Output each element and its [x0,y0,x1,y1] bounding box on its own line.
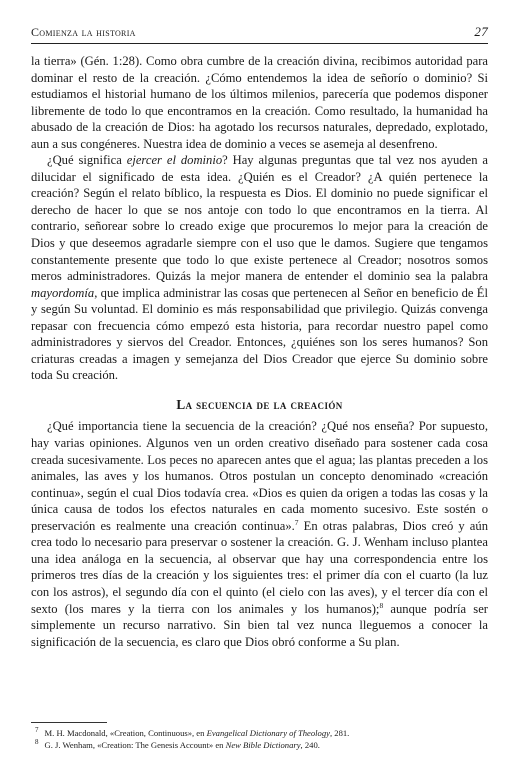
paragraph-1: la tierra» (Gén. 1:28). Como obra cumbre de la creación divina, recibimos autoridad para dominar el resto de la creación. ¿Cómo entendemos la idea de señorío o dominio? Si estudiamos el historial humano de los últimos milenios, parecería que podemos disponer libremente de todo lo que encontramos en la creación. Como resultado, la humanidad ha abusado de la creación de Dios: ha agotado los recursos naturales, depredado, explotado, aun a sus congéneres. Nuestra idea de dominio a veces se asemeja al desenfreno. [31,54,488,151]
page-number: 27 [474,24,488,39]
emphasis-ejercer-dominio: ejercer el dominio [126,153,223,168]
footnote-page: , 240. [300,740,320,750]
chapter-title: Comienza la historia [31,25,136,39]
footnote-8 [31,739,488,751]
main-text [31,53,488,650]
footnote-source-title: Evangelical Dictionary of Theology [206,728,330,738]
running-header [31,24,488,44]
paragraph-2-part-c: , que implica administrar las cosas que pertenecen al Señor en beneficio de Él y según Su voluntad. El dominio es más responsabilidad que privilegio. Quizás convenga repasar con frecuencia cómo empezó esta historia, para recordar nuestro papel como administradores y siervos del Creador. Entonces, ¿quiénes son los seres humanos? Son criaturas creadas a imagen y semejanza del Dios Creador que ejerce Su dominio sobre toda Su creación. [31,285,488,383]
paragraph-3-part-b: En otras palabras, Dios creó y aún crea todo lo necesario para preservar o sostener la creación. G. J. Wenham incluso plantea una idea análoga en la secuencia, al observar que hay una correspondencia entre los primeros tres días de la creación y los siguientes tres: el primer día con el cuarto (la luz con los astros), el segundo día con el quinto (el cielo con las aves), y el tercer día con el sexto (los mares y la tierra con los animales y los humanos); [31,518,488,616]
paragraph-2-part-b: ? Hay algunas preguntas que tal vez nos ayuden a dilucidar el significado de esta idea. ¿Quién es el Creador? ¿A quién pertenece la creación? Según el relato bíblico, la respuesta es Dios. El dominio no puede significar el derecho de hacer lo que se nos antoje con todo lo que encontramos en la tierra. Al contrario, señorear sobre lo creado exige que procuremos lo mejor para la creación de Dios y que deseemos agradarle siempre con el uso que le damos. Sugiere que tengamos constantemente presente que todo lo que existe pertenece al Creador; nosotros somos meros administradores. Quizás la mejor manera de entender el dominio sea la palabra [31,153,488,284]
footnote-page: , 281. [329,728,350,738]
footnotes [31,722,488,751]
section-heading: La secuencia de la creación [176,396,343,412]
footnote-ref-7[interactable]: 7 [294,517,299,527]
footnote-text: M. H. Macdonald, «Creation, Continuous», en [44,728,207,738]
paragraph-3-part-a: ¿Qué importancia tiene la secuencia de la creación? ¿Qué nos enseña? Por supuesto, hay varias opiniones. Algunos ven un orden creativo diseñado para sostener cada cosa creada sucesivamente. Los peces no aparecen antes que el agua; las plantas preceden a los animales, las aves y los humanos. Otros postulan un concepto denominado «creación continua», según el cual Dios todavía crea. «Dios es quien da origen a todas las cosas y la única causa de todos los efectos naturales en cada momento sucesivo. Este sostén o preservación es realmente una creación continua». [31,419,488,533]
paragraph-2 [31,152,488,384]
footnote-mark: 8 [35,738,39,747]
footnote-mark: 7 [35,726,39,735]
footnote-ref-8[interactable]: 8 [379,600,384,610]
paragraph-2-part-a: ¿Qué significa [47,153,127,168]
footnote-text: G. J. Wenham, «Creation: The Genesis Account» en [44,740,226,750]
footnote-7 [31,727,488,739]
footnote-divider [31,722,107,723]
paragraph-3 [31,418,488,650]
emphasis-mayordomia: mayordomía [31,285,95,300]
footnote-source-title: New Bible Dictionary [225,740,301,750]
paragraph-3-part-c: aunque podría ser simplemente un recurso narrativo. Sin bien tal vez nunca lleguemos a conocer la significación de la secuencia, es claro que Dios obró conforme a Su plan. [31,601,488,649]
